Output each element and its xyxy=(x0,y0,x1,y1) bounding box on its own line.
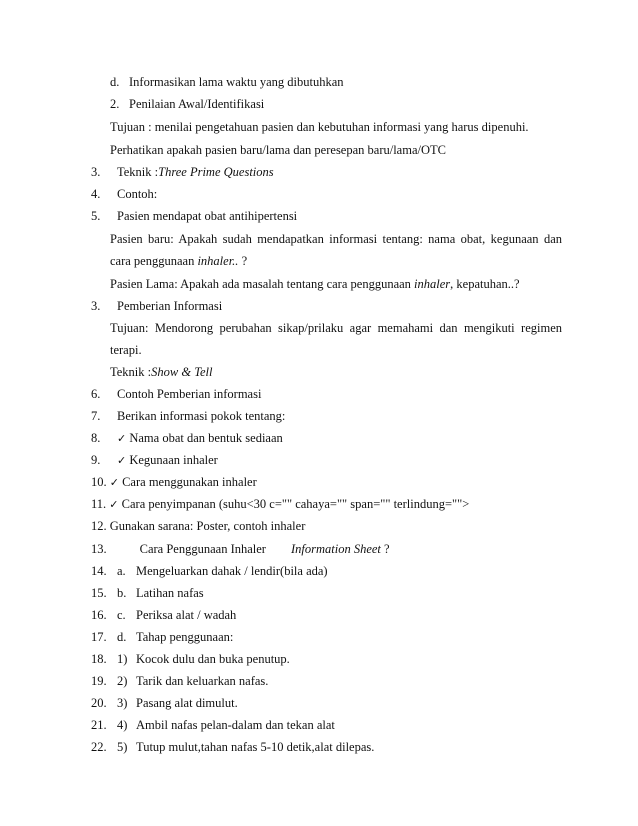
checkmark-icon: ✓ xyxy=(117,454,127,467)
list-item xyxy=(91,408,285,424)
list-item-text: Tarik dan keluarkan nafas. xyxy=(136,674,269,688)
list-item-text: Cara Penggunaan Inhaler xyxy=(139,542,266,556)
checkmark-icon: ✓ xyxy=(109,476,119,489)
list-item-text: Informasikan lama waktu yang dibutuhkan xyxy=(129,75,344,89)
list-item-text: Penilaian Awal/Identifikasi xyxy=(129,97,265,111)
list-item-text: Pasang alat dimulut. xyxy=(136,696,238,710)
list-item-text: Teknik : xyxy=(117,165,159,179)
list-item-text: Cara menggunakan inhaler xyxy=(122,475,257,489)
italic-term: inhaler xyxy=(414,277,451,291)
italic-term: inhaler.. xyxy=(197,254,239,268)
list-number: 9. xyxy=(91,453,101,467)
list-item xyxy=(91,585,204,601)
list-number: 13. xyxy=(91,542,107,556)
list-number: 4. xyxy=(91,187,101,201)
list-number: 11. xyxy=(91,497,107,511)
list-number: 10. xyxy=(91,475,107,489)
text-run: Pasien Lama: Apakah ada masalah tentang cara penggunaan xyxy=(110,277,415,291)
list-number: 3. xyxy=(91,299,101,313)
list-number: 3. xyxy=(91,165,101,179)
list-item-text: Gunakan sarana: Poster, contoh inhaler xyxy=(109,519,306,533)
list-item-text: Pasien mendapat obat antihipertensi xyxy=(117,209,298,223)
list-item-text: Periksa alat / wadah xyxy=(136,608,237,622)
list-item xyxy=(91,496,469,513)
list-item xyxy=(91,651,290,667)
list-number: 18. xyxy=(91,652,107,666)
list-marker: d. xyxy=(110,75,120,89)
list-item xyxy=(91,430,283,447)
list-item xyxy=(91,298,222,314)
list-number: 8. xyxy=(91,431,101,445)
list-number: 7. xyxy=(91,409,101,423)
list-number: 14. xyxy=(91,564,107,578)
list-item xyxy=(91,474,257,491)
list-item xyxy=(91,541,390,557)
list-item-text: Pemberian Informasi xyxy=(117,299,223,313)
list-number: 15. xyxy=(91,586,107,600)
list-item-text: Ambil nafas pelan-dalam dan tekan alat xyxy=(136,718,335,732)
list-item xyxy=(91,695,238,711)
list-item xyxy=(91,208,297,224)
list-item xyxy=(91,186,157,202)
list-item xyxy=(110,74,344,90)
list-number: 5. xyxy=(91,209,101,223)
list-number: 12. xyxy=(91,519,107,533)
list-number: 22. xyxy=(91,740,107,754)
list-item-text: Nama obat dan bentuk sediaan xyxy=(129,431,283,445)
list-number: 19. xyxy=(91,674,107,688)
list-number: 17. xyxy=(91,630,107,644)
list-item xyxy=(91,629,233,645)
list-item-text: Mengeluarkan dahak / lendir(bila ada) xyxy=(136,564,328,578)
list-item xyxy=(91,452,218,469)
paragraph-line: Perhatikan apakah pasien baru/lama dan peresepan baru/lama/OTC xyxy=(110,143,446,157)
text-run: ? xyxy=(238,254,248,268)
list-item xyxy=(91,386,261,402)
list-item xyxy=(91,607,236,623)
italic-term: Information Sheet xyxy=(290,542,381,556)
list-item-text: Latihan nafas xyxy=(136,586,204,600)
list-item xyxy=(91,673,268,689)
list-item-text: Tahap penggunaan: xyxy=(136,630,234,644)
list-item-text: Kegunaan inhaler xyxy=(129,453,218,467)
list-marker: 1) xyxy=(117,652,128,666)
list-marker: a. xyxy=(117,564,126,578)
text-run: cara penggunaan xyxy=(110,254,198,268)
text-run: Teknik : xyxy=(110,365,152,379)
list-marker: 3) xyxy=(117,696,128,710)
list-item xyxy=(91,739,374,755)
list-item xyxy=(91,164,274,180)
list-item xyxy=(91,563,328,579)
text-run: , kepatuhan..? xyxy=(450,277,520,291)
paragraph-line xyxy=(110,364,213,380)
list-marker: 2. xyxy=(110,97,120,111)
paragraph-line: Tujuan: Mendorong perubahan sikap/prilaku agar memahami dan mengikuti regimen xyxy=(110,321,562,335)
checkmark-icon: ✓ xyxy=(109,498,119,511)
paragraph-line xyxy=(110,253,247,269)
italic-term: Show & Tell xyxy=(151,365,213,379)
list-marker: b. xyxy=(117,586,127,600)
list-item-text: Tutup mulut,tahan nafas 5-10 detik,alat dilepas. xyxy=(136,740,375,754)
italic-term: Three Prime Questions xyxy=(158,165,274,179)
list-marker: 2) xyxy=(117,674,128,688)
paragraph-line xyxy=(110,276,520,292)
list-marker: 5) xyxy=(117,740,128,754)
list-item-text: Contoh: xyxy=(117,187,158,201)
paragraph-line: Tujuan : menilai pengetahuan pasien dan kebutuhan informasi yang harus dipenuhi. xyxy=(110,120,529,134)
paragraph-line: terapi. xyxy=(110,343,142,357)
list-marker: c. xyxy=(117,608,126,622)
list-item-text: Kocok dulu dan buka penutup. xyxy=(136,652,290,666)
list-item-text: Cara penyimpanan (suhu<30 c="" cahaya="" span="" terlindung=""> xyxy=(121,497,470,511)
list-number: 21. xyxy=(91,718,107,732)
list-number: 6. xyxy=(91,387,101,401)
list-number: 16. xyxy=(91,608,107,622)
text-run: ? xyxy=(380,542,390,556)
list-item xyxy=(91,518,305,534)
list-item-text: Contoh Pemberian informasi xyxy=(117,387,262,401)
list-item xyxy=(91,717,335,733)
list-item-text: Berikan informasi pokok tentang: xyxy=(117,409,286,423)
list-item xyxy=(110,96,264,112)
checkmark-icon: ✓ xyxy=(117,432,127,445)
list-number: 20. xyxy=(91,696,107,710)
list-marker: d. xyxy=(117,630,127,644)
list-marker: 4) xyxy=(117,718,128,732)
paragraph-line: Pasien baru: Apakah sudah mendapatkan informasi tentang: nama obat, kegunaan dan xyxy=(110,232,562,246)
